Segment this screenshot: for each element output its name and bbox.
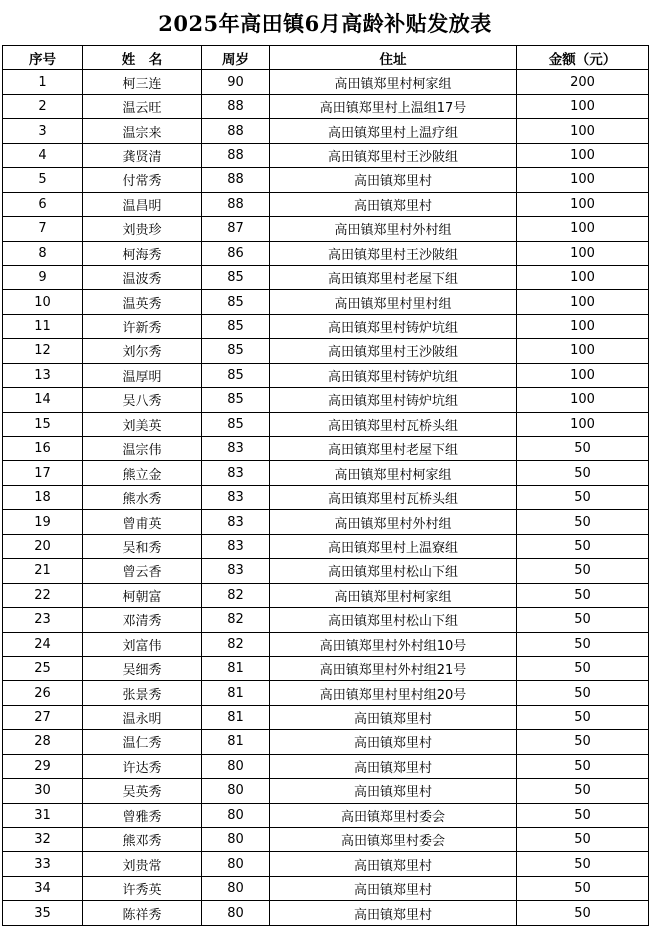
cell-index: 10 [3, 290, 83, 314]
table-row [3, 388, 649, 412]
cell-name: 刘富伟 [83, 632, 202, 656]
cell-index: 11 [3, 314, 83, 338]
cell-amount: 100 [517, 290, 649, 314]
cell-amount: 50 [517, 461, 649, 485]
cell-index: 31 [3, 803, 83, 827]
cell-address: 高田镇郑里村柯家组 [270, 70, 517, 94]
cell-address: 高田镇郑里村铸炉坑组 [270, 388, 517, 412]
cell-name: 刘贵常 [83, 852, 202, 876]
table-row [3, 412, 649, 436]
cell-index: 9 [3, 265, 83, 289]
cell-address: 高田镇郑里村 [270, 876, 517, 900]
table-row [3, 901, 649, 925]
cell-index: 2 [3, 94, 83, 118]
cell-amount: 100 [517, 265, 649, 289]
cell-address: 高田镇郑里村 [270, 705, 517, 729]
cell-age: 85 [202, 412, 270, 436]
cell-amount: 100 [517, 143, 649, 167]
header-address: 住址 [270, 46, 517, 70]
cell-index: 17 [3, 461, 83, 485]
cell-amount: 50 [517, 705, 649, 729]
cell-amount: 50 [517, 754, 649, 778]
page-title: 2025年高田镇6月高龄补贴发放表 [158, 11, 492, 36]
cell-name: 熊水秀 [83, 485, 202, 509]
table-row [3, 143, 649, 167]
header-name: 姓 名 [83, 46, 202, 70]
cell-index: 20 [3, 534, 83, 558]
table-row [3, 217, 649, 241]
cell-age: 82 [202, 583, 270, 607]
cell-index: 18 [3, 485, 83, 509]
table-row [3, 608, 649, 632]
cell-address: 高田镇郑里村松山下组 [270, 608, 517, 632]
cell-age: 81 [202, 681, 270, 705]
cell-index: 32 [3, 828, 83, 852]
cell-index: 33 [3, 852, 83, 876]
cell-age: 88 [202, 192, 270, 216]
cell-address: 高田镇郑里村外村组 [270, 510, 517, 534]
table-row [3, 290, 649, 314]
cell-index: 15 [3, 412, 83, 436]
cell-index: 25 [3, 656, 83, 680]
cell-name: 柯朝富 [83, 583, 202, 607]
cell-amount: 50 [517, 681, 649, 705]
cell-address: 高田镇郑里村王沙陂组 [270, 241, 517, 265]
cell-name: 温昌明 [83, 192, 202, 216]
cell-address: 高田镇郑里村 [270, 754, 517, 778]
cell-address: 高田镇郑里村 [270, 730, 517, 754]
cell-name: 温仁秀 [83, 730, 202, 754]
table-row [3, 828, 649, 852]
cell-age: 88 [202, 143, 270, 167]
header-age: 周岁 [202, 46, 270, 70]
cell-name: 温英秀 [83, 290, 202, 314]
table-row [3, 876, 649, 900]
table-row [3, 632, 649, 656]
cell-age: 81 [202, 656, 270, 680]
cell-age: 83 [202, 461, 270, 485]
cell-address: 高田镇郑里村 [270, 852, 517, 876]
cell-index: 14 [3, 388, 83, 412]
cell-age: 88 [202, 119, 270, 143]
cell-age: 83 [202, 437, 270, 461]
cell-address: 高田镇郑里村 [270, 779, 517, 803]
cell-name: 温云旺 [83, 94, 202, 118]
cell-index: 21 [3, 559, 83, 583]
cell-name: 熊立金 [83, 461, 202, 485]
cell-name: 刘贵珍 [83, 217, 202, 241]
table-row [3, 656, 649, 680]
cell-index: 35 [3, 901, 83, 925]
table-row [3, 241, 649, 265]
cell-index: 26 [3, 681, 83, 705]
header-row [3, 46, 649, 70]
cell-address: 高田镇郑里村外村组 [270, 217, 517, 241]
table-row [3, 852, 649, 876]
cell-amount: 50 [517, 632, 649, 656]
cell-name: 温厚明 [83, 363, 202, 387]
cell-amount: 50 [517, 803, 649, 827]
header-amount: 金额（元） [517, 46, 649, 70]
cell-age: 87 [202, 217, 270, 241]
cell-amount: 100 [517, 412, 649, 436]
cell-amount: 50 [517, 485, 649, 509]
table-row [3, 314, 649, 338]
table-row [3, 510, 649, 534]
cell-name: 温永明 [83, 705, 202, 729]
cell-index: 27 [3, 705, 83, 729]
table-row [3, 754, 649, 778]
cell-age: 82 [202, 632, 270, 656]
header-index: 序号 [3, 46, 83, 70]
cell-amount: 100 [517, 192, 649, 216]
cell-index: 6 [3, 192, 83, 216]
cell-address: 高田镇郑里村瓦桥头组 [270, 485, 517, 509]
cell-index: 7 [3, 217, 83, 241]
cell-index: 24 [3, 632, 83, 656]
cell-address: 高田镇郑里村老屋下组 [270, 265, 517, 289]
cell-address: 高田镇郑里村外村组10号 [270, 632, 517, 656]
cell-name: 许秀英 [83, 876, 202, 900]
table-row [3, 779, 649, 803]
cell-name: 曾雅秀 [83, 803, 202, 827]
table-row [3, 168, 649, 192]
cell-name: 熊邓秀 [83, 828, 202, 852]
cell-address: 高田镇郑里村老屋下组 [270, 437, 517, 461]
cell-age: 80 [202, 852, 270, 876]
cell-name: 温宗伟 [83, 437, 202, 461]
cell-amount: 100 [517, 168, 649, 192]
cell-address: 高田镇郑里村里村组20号 [270, 681, 517, 705]
cell-age: 82 [202, 608, 270, 632]
cell-age: 85 [202, 339, 270, 363]
cell-age: 85 [202, 290, 270, 314]
cell-amount: 50 [517, 901, 649, 925]
cell-name: 柯三连 [83, 70, 202, 94]
cell-address: 高田镇郑里村上温寮组 [270, 534, 517, 558]
cell-age: 83 [202, 534, 270, 558]
cell-amount: 100 [517, 94, 649, 118]
cell-index: 3 [3, 119, 83, 143]
cell-amount: 100 [517, 119, 649, 143]
cell-name: 付常秀 [83, 168, 202, 192]
table-row [3, 265, 649, 289]
cell-index: 23 [3, 608, 83, 632]
cell-address: 高田镇郑里村外村组21号 [270, 656, 517, 680]
table-row [3, 363, 649, 387]
cell-amount: 50 [517, 437, 649, 461]
cell-index: 30 [3, 779, 83, 803]
cell-name: 吴英秀 [83, 779, 202, 803]
cell-amount: 100 [517, 241, 649, 265]
table-row [3, 437, 649, 461]
cell-amount: 100 [517, 363, 649, 387]
cell-age: 80 [202, 901, 270, 925]
cell-index: 29 [3, 754, 83, 778]
cell-amount: 100 [517, 388, 649, 412]
cell-address: 高田镇郑里村柯家组 [270, 461, 517, 485]
cell-name: 温波秀 [83, 265, 202, 289]
cell-index: 34 [3, 876, 83, 900]
cell-address: 高田镇郑里村王沙陂组 [270, 339, 517, 363]
table-row [3, 339, 649, 363]
cell-index: 12 [3, 339, 83, 363]
table-header [3, 46, 649, 70]
cell-age: 86 [202, 241, 270, 265]
cell-index: 28 [3, 730, 83, 754]
table-row [3, 534, 649, 558]
cell-age: 80 [202, 779, 270, 803]
cell-amount: 50 [517, 534, 649, 558]
cell-amount: 100 [517, 217, 649, 241]
cell-age: 81 [202, 730, 270, 754]
cell-address: 高田镇郑里村柯家组 [270, 583, 517, 607]
cell-address: 高田镇郑里村 [270, 168, 517, 192]
cell-age: 85 [202, 314, 270, 338]
cell-age: 80 [202, 754, 270, 778]
cell-address: 高田镇郑里村里村组 [270, 290, 517, 314]
cell-name: 张景秀 [83, 681, 202, 705]
cell-name: 陈祥秀 [83, 901, 202, 925]
cell-index: 13 [3, 363, 83, 387]
cell-name: 吴和秀 [83, 534, 202, 558]
cell-name: 许达秀 [83, 754, 202, 778]
cell-index: 16 [3, 437, 83, 461]
cell-amount: 50 [517, 828, 649, 852]
subsidy-table [2, 45, 649, 926]
cell-age: 88 [202, 94, 270, 118]
cell-age: 80 [202, 876, 270, 900]
cell-age: 90 [202, 70, 270, 94]
cell-amount: 100 [517, 314, 649, 338]
cell-name: 吴八秀 [83, 388, 202, 412]
cell-age: 80 [202, 828, 270, 852]
cell-index: 1 [3, 70, 83, 94]
cell-index: 22 [3, 583, 83, 607]
cell-address: 高田镇郑里村上温疗组 [270, 119, 517, 143]
cell-amount: 50 [517, 510, 649, 534]
cell-index: 4 [3, 143, 83, 167]
cell-age: 85 [202, 388, 270, 412]
cell-address: 高田镇郑里村铸炉坑组 [270, 314, 517, 338]
cell-age: 81 [202, 705, 270, 729]
cell-name: 曾甫英 [83, 510, 202, 534]
table-row [3, 119, 649, 143]
cell-amount: 50 [517, 779, 649, 803]
cell-name: 吴细秀 [83, 656, 202, 680]
cell-name: 刘尔秀 [83, 339, 202, 363]
cell-amount: 50 [517, 876, 649, 900]
cell-age: 83 [202, 510, 270, 534]
cell-name: 龚贤清 [83, 143, 202, 167]
table-row [3, 70, 649, 94]
table-row [3, 681, 649, 705]
cell-amount: 50 [517, 559, 649, 583]
cell-age: 83 [202, 485, 270, 509]
cell-amount: 100 [517, 339, 649, 363]
cell-address: 高田镇郑里村铸炉坑组 [270, 363, 517, 387]
cell-index: 5 [3, 168, 83, 192]
cell-address: 高田镇郑里村 [270, 901, 517, 925]
cell-address: 高田镇郑里村松山下组 [270, 559, 517, 583]
table-row [3, 803, 649, 827]
table-row [3, 461, 649, 485]
table-row [3, 192, 649, 216]
cell-amount: 50 [517, 730, 649, 754]
cell-name: 刘美英 [83, 412, 202, 436]
cell-age: 85 [202, 363, 270, 387]
cell-name: 柯海秀 [83, 241, 202, 265]
cell-name: 曾云香 [83, 559, 202, 583]
cell-amount: 50 [517, 656, 649, 680]
cell-amount: 50 [517, 608, 649, 632]
cell-address: 高田镇郑里村瓦桥头组 [270, 412, 517, 436]
cell-age: 88 [202, 168, 270, 192]
cell-address: 高田镇郑里村王沙陂组 [270, 143, 517, 167]
cell-age: 83 [202, 559, 270, 583]
cell-age: 85 [202, 265, 270, 289]
cell-index: 19 [3, 510, 83, 534]
cell-amount: 200 [517, 70, 649, 94]
cell-amount: 50 [517, 583, 649, 607]
table-row [3, 583, 649, 607]
cell-address: 高田镇郑里村委会 [270, 803, 517, 827]
cell-name: 温宗来 [83, 119, 202, 143]
table-row [3, 730, 649, 754]
table-row [3, 94, 649, 118]
table-row [3, 485, 649, 509]
cell-age: 80 [202, 803, 270, 827]
cell-address: 高田镇郑里村委会 [270, 828, 517, 852]
cell-name: 许新秀 [83, 314, 202, 338]
table-row [3, 705, 649, 729]
cell-address: 高田镇郑里村 [270, 192, 517, 216]
cell-index: 8 [3, 241, 83, 265]
cell-address: 高田镇郑里村上温组17号 [270, 94, 517, 118]
cell-amount: 50 [517, 852, 649, 876]
cell-name: 邓清秀 [83, 608, 202, 632]
table-row [3, 559, 649, 583]
table-body [3, 70, 649, 925]
